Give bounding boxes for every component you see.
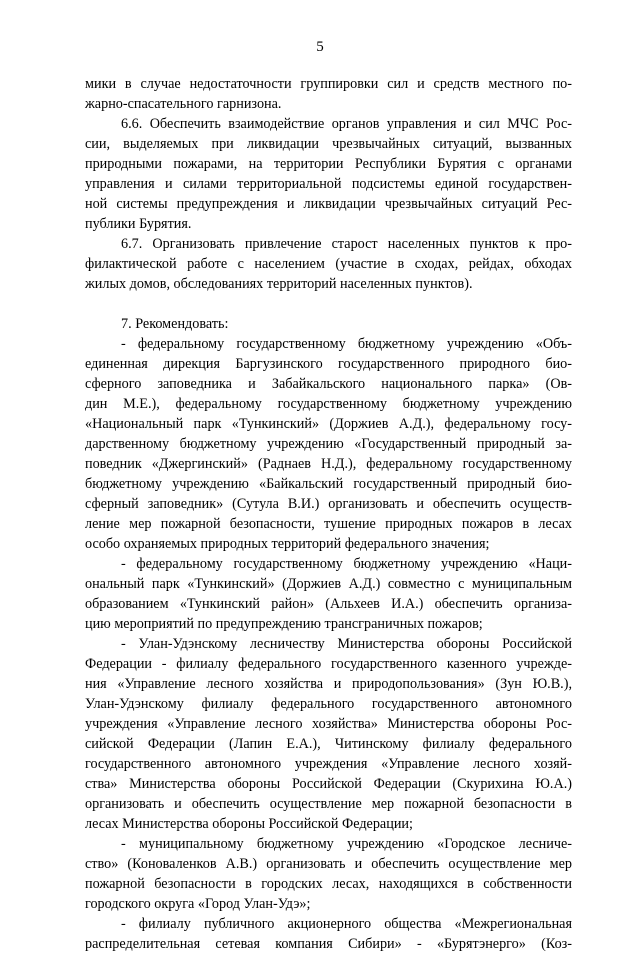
- page-number: 5: [316, 39, 324, 55]
- text-line: мики в случае недостаточности группировки сил и средств местного по-: [85, 76, 572, 92]
- text-line: цию мероприятий по предупреждению трансграничных пожаров;: [85, 616, 483, 632]
- text-line: природными пожарами, на территории Республики Бурятия с органами: [85, 156, 572, 172]
- text-line: Улан-Удэнскому филиалу федерального государственного автономного: [85, 696, 572, 712]
- text-line: - федеральному государственному бюджетному учреждению «Объ-: [121, 336, 572, 352]
- text-line: жилых домов, обследованиях территорий населенных пунктов).: [85, 276, 473, 292]
- text-line: 6.6. Обеспечить взаимодействие органов управления и сил МЧС Рос-: [121, 116, 572, 132]
- text-line: распределительная сетевая компания Сибири» - «Бурятэнерго» (Коз-: [85, 936, 572, 952]
- text-line: публики Бурятия.: [85, 216, 192, 232]
- text-line: сферный заповедник» (Сутула В.И.) организовать и обеспечить осуществ-: [85, 496, 572, 512]
- text-line: «Национальный парк «Тункинский» (Доржиев А.Д.), федеральному госу-: [85, 416, 572, 432]
- text-line: особо охраняемых природных территорий федерального значения;: [85, 536, 490, 552]
- text-line: сийской Федерации (Лапин Е.А.), Читинскому филиалу федерального: [85, 736, 572, 752]
- text-line: поведник «Джергинский» (Раднаев Н.Д.), федеральному государственному: [85, 456, 572, 472]
- text-line: учреждения «Управление лесного хозяйства» Министерства обороны Рос-: [85, 716, 572, 732]
- text-line: жарно-спасательного гарнизона.: [85, 96, 282, 112]
- text-line: бюджетному учреждению «Байкальский государственный природный био-: [85, 476, 572, 492]
- text-line: государственного автономного учреждения «Управление лесного хозяй-: [85, 756, 572, 772]
- text-line: единенная дирекция Баргузинского государственного природного био-: [85, 356, 572, 372]
- text-line: филактической работе с населением (участие в сходах, рейдах, обходах: [85, 256, 572, 272]
- text-line: образованием «Тункинский район» (Альхеев И.А.) обеспечить организа-: [85, 596, 572, 612]
- text-line: организовать и обеспечить осуществление мер пожарной безопасности в: [85, 796, 572, 812]
- text-line: ния «Управление лесного хозяйства и природопользования» (Зун Ю.В.),: [85, 676, 572, 692]
- text-line: ства» Министерства обороны Российской Федерации (Скурихина Ю.А.): [85, 776, 572, 792]
- text-line: ство» (Коноваленков А.В.) организовать и обеспечить осуществление мер: [85, 856, 572, 872]
- text-line: управления и силами территориальной подсистемы единой государствен-: [85, 176, 572, 192]
- text-line: ональный парк «Тункинский» (Доржиев А.Д.) совместно с муниципальным: [85, 576, 572, 592]
- text-line: ление мер пожарной безопасности, тушение природных пожаров в лесах: [85, 516, 572, 532]
- text-line: сии, выделяемых при ликвидации чрезвычайных ситуаций, вызванных: [85, 136, 572, 152]
- text-line: дин М.Е.), федеральному государственному бюджетному учреждению: [85, 396, 572, 412]
- document-body: [85, 74, 572, 954]
- text-line: Федерации - филиалу федерального государственного казенного учрежде-: [85, 656, 572, 672]
- text-line: - Улан-Удэнскому лесничеству Министерства обороны Российской: [121, 636, 572, 652]
- text-line: лесах Министерства обороны Российской Федерации;: [85, 816, 413, 832]
- text-line: дарственному бюджетному учреждению «Государственный природный за-: [85, 436, 572, 452]
- text-line: - филиалу публичного акционерного общества «Межрегиональная: [121, 916, 572, 932]
- text-line: - муниципальному бюджетному учреждению «Городское лесниче-: [121, 836, 572, 852]
- text-line: - федеральному государственному бюджетному учреждению «Наци-: [121, 556, 572, 572]
- text-line: пожарной безопасности в городских лесах, находящихся в собственности: [85, 876, 572, 892]
- text-line: сферного заповедника и Забайкальского национального парка» (Ов-: [85, 376, 572, 392]
- text-line: 6.7. Организовать привлечение старост населенных пунктов к про-: [121, 236, 572, 252]
- paragraph-gap: [85, 294, 572, 314]
- text-line: ной системы предупреждения и ликвидации чрезвычайных ситуаций Рес-: [85, 196, 572, 212]
- text-line: городского округа «Город Улан-Удэ»;: [85, 896, 311, 912]
- text-line: 7. Рекомендовать:: [121, 316, 229, 332]
